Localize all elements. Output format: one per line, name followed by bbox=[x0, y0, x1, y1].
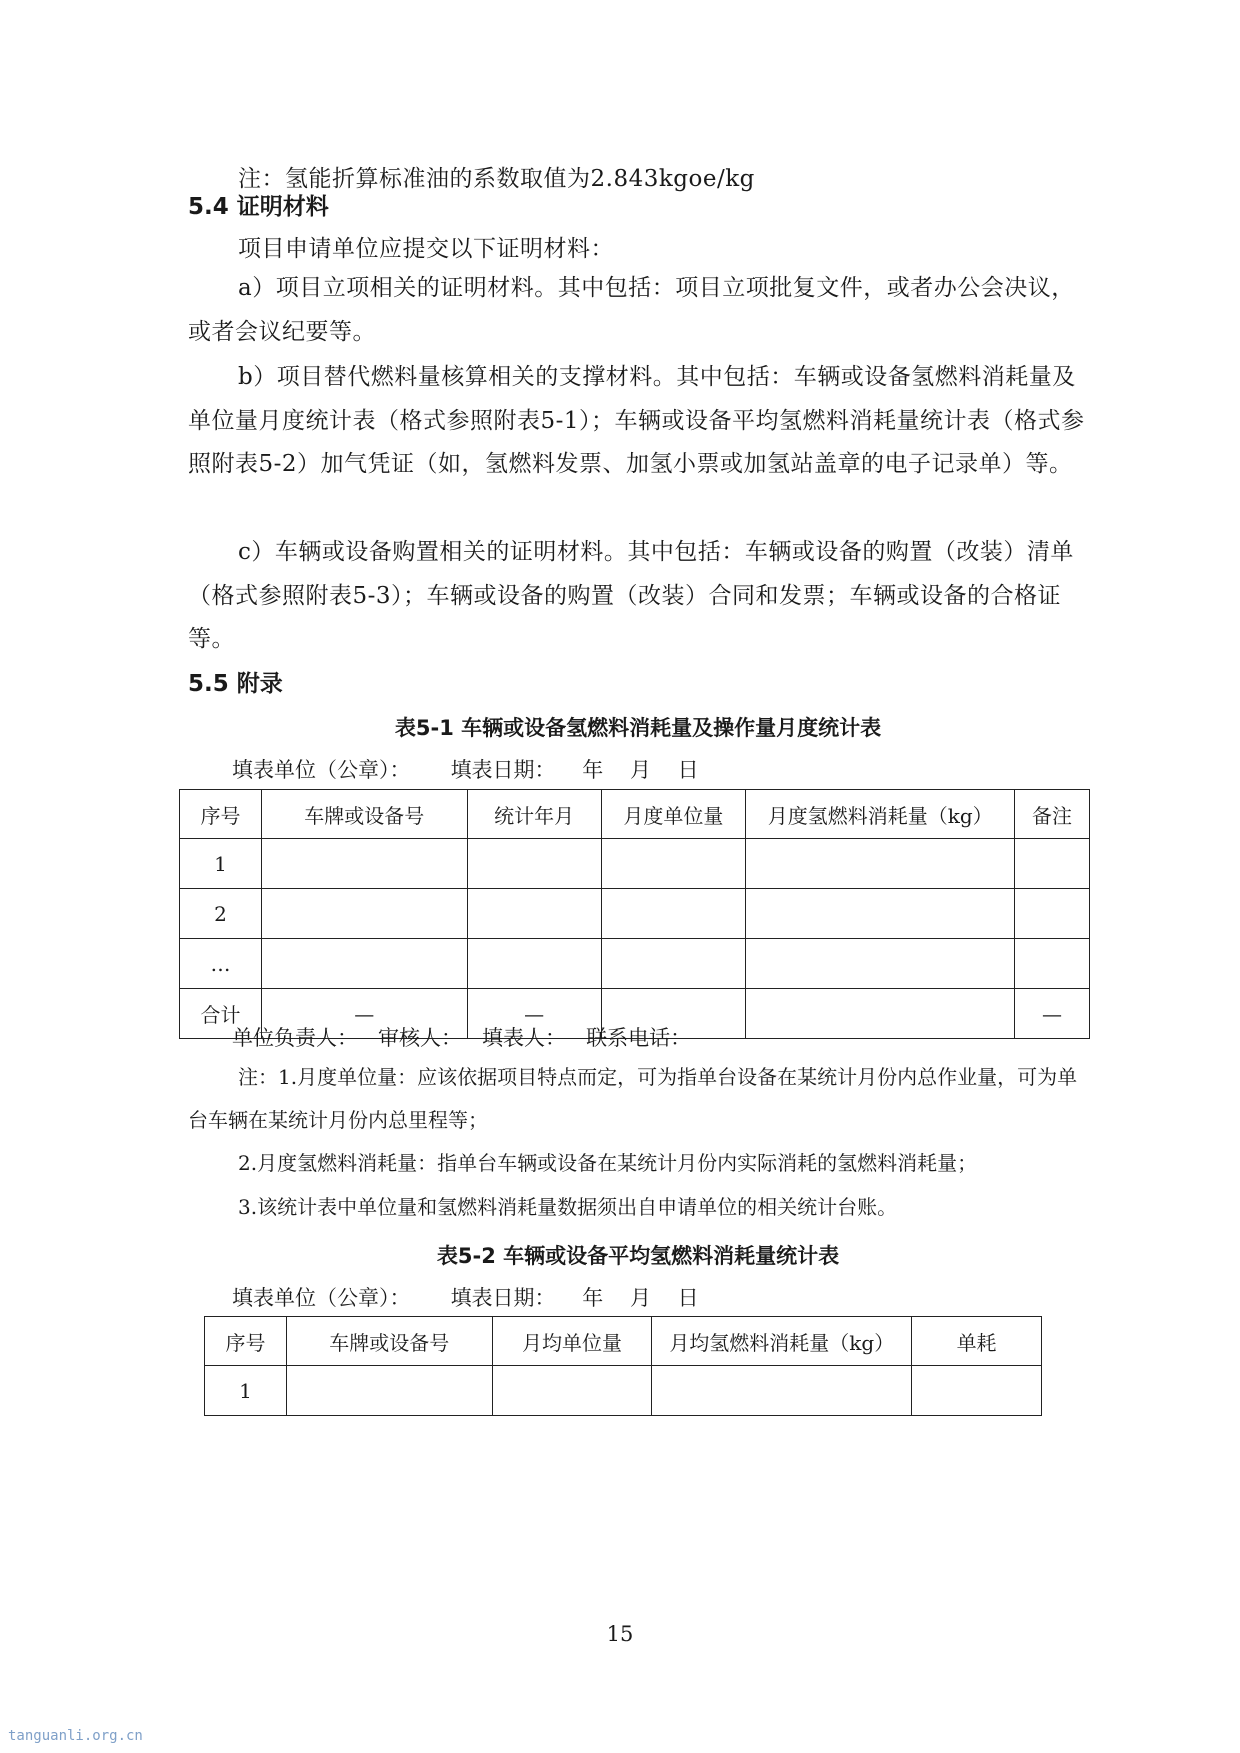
table-cell bbox=[261, 889, 467, 939]
table-cell bbox=[652, 1366, 912, 1416]
table1-header-cell: 月度氢燃料消耗量（kg） bbox=[746, 790, 1015, 839]
table2-header-cell: 序号 bbox=[205, 1317, 287, 1366]
table1-header-cell: 序号 bbox=[180, 790, 262, 839]
section-5-4-intro: 项目申请单位应提交以下证明材料： bbox=[238, 236, 614, 262]
table2-fill-date: 填表日期： bbox=[450, 1286, 556, 1310]
table1-note-2: 2.月度氢燃料消耗量：指单台车辆或设备在某统计月份内实际消耗的氢燃料消耗量； bbox=[238, 1151, 978, 1175]
table-cell bbox=[601, 839, 746, 889]
table-cell bbox=[746, 839, 1015, 889]
item-b-paragraph: b）项目替代燃料量核算相关的支撑材料。其中包括：车辆或设备氢燃料消耗量及单位量月度统计表（格式参照附表5-1）；车辆或设备平均氢燃料消耗量统计表（格式参照附表5-2）加气凭证（如，氢燃料发票、加氢小票或加氢站盖章的电子记录单）等。 bbox=[188, 364, 1085, 477]
table-row bbox=[180, 839, 1090, 889]
table1-header-cell: 车牌或设备号 bbox=[261, 790, 467, 839]
table-cell: 2 bbox=[180, 889, 262, 939]
table1-header-row bbox=[180, 790, 1090, 839]
table1-header-cell: 月度单位量 bbox=[601, 790, 746, 839]
section-5-4-heading: 5.4 证明材料 bbox=[188, 194, 329, 220]
table2-header-cell: 车牌或设备号 bbox=[286, 1317, 492, 1366]
table-cell: 合计 bbox=[180, 989, 262, 1039]
table2-caption: 表5-2 车辆或设备平均氢燃料消耗量统计表 bbox=[436, 1244, 840, 1268]
table-cell bbox=[912, 1366, 1042, 1416]
item-a-paragraph: a）项目立项相关的证明材料。其中包括：项目立项批复文件，或者办公会决议，或者会议纪要等。 bbox=[188, 275, 1075, 345]
table1-fill-info bbox=[232, 754, 699, 784]
table1-signatures: 单位负责人： 审核人： 填表人： 联系电话： bbox=[232, 1026, 692, 1050]
table-cell: — bbox=[1015, 989, 1090, 1039]
table-cell bbox=[261, 939, 467, 989]
table2-fill-unit: 填表单位（公章）： bbox=[232, 1286, 411, 1310]
table1-header-cell: 统计年月 bbox=[467, 790, 601, 839]
table1-fill-unit: 填表单位（公章）： bbox=[232, 758, 411, 782]
table2-month: 月 bbox=[629, 1286, 651, 1310]
table1-month: 月 bbox=[629, 758, 651, 782]
table1-header-cell: 备注 bbox=[1015, 790, 1090, 839]
table-cell bbox=[467, 839, 601, 889]
table-cell: — bbox=[467, 989, 601, 1039]
table-row bbox=[205, 1366, 1042, 1416]
table2-day: 日 bbox=[677, 1286, 699, 1310]
table-cell bbox=[467, 939, 601, 989]
table-cell: — bbox=[261, 989, 467, 1039]
section-5-5-heading: 5.5 附录 bbox=[188, 671, 283, 697]
table-row bbox=[180, 889, 1090, 939]
hydrogen-conversion-note: 注：氢能折算标准油的系数取值为2.843kgoe/kg bbox=[238, 166, 755, 192]
table-cell: 1 bbox=[180, 839, 262, 889]
table2-year: 年 bbox=[582, 1286, 604, 1310]
table-cell bbox=[746, 889, 1015, 939]
table-row bbox=[180, 939, 1090, 989]
table1-note-3: 3.该统计表中单位量和氢燃料消耗量数据须出自申请单位的相关统计台账。 bbox=[238, 1195, 898, 1219]
table-cell bbox=[286, 1366, 492, 1416]
table-cell bbox=[261, 839, 467, 889]
table2-header-cell: 单耗 bbox=[912, 1317, 1042, 1366]
table2 bbox=[204, 1316, 1042, 1416]
table2-fill-info bbox=[232, 1282, 699, 1312]
table-cell bbox=[746, 939, 1015, 989]
table2-header-cell: 月均单位量 bbox=[492, 1317, 652, 1366]
table-cell bbox=[601, 939, 746, 989]
page-number: 15 bbox=[606, 1622, 634, 1646]
table-cell bbox=[1015, 889, 1090, 939]
table-cell bbox=[746, 989, 1015, 1039]
table1-year: 年 bbox=[582, 758, 604, 782]
table-cell bbox=[1015, 839, 1090, 889]
table-cell: … bbox=[180, 939, 262, 989]
table2-header-cell: 月均氢燃料消耗量（kg） bbox=[652, 1317, 912, 1366]
table-cell bbox=[1015, 939, 1090, 989]
table-cell: 1 bbox=[205, 1366, 287, 1416]
table1-day: 日 bbox=[677, 758, 699, 782]
item-c-paragraph: c）车辆或设备购置相关的证明材料。其中包括：车辆或设备的购置（改装）清单（格式参照附表5-3）；车辆或设备的购置（改装）合同和发票；车辆或设备的合格证等。 bbox=[188, 539, 1074, 652]
table-cell bbox=[467, 889, 601, 939]
table-cell bbox=[492, 1366, 652, 1416]
table1-note-1: 注：1.月度单位量：应该依据项目特点而定，可为指单台设备在某统计月份内总作业量，可为单台车辆在某统计月份内总里程等； bbox=[188, 1065, 1078, 1132]
table1-caption: 表5-1 车辆或设备氢燃料消耗量及操作量月度统计表 bbox=[394, 716, 882, 740]
table1 bbox=[179, 789, 1090, 1039]
table2-header-row bbox=[205, 1317, 1042, 1366]
table1-fill-date: 填表日期： bbox=[450, 758, 556, 782]
watermark: tanguanli.org.cn bbox=[8, 1728, 143, 1744]
table-cell bbox=[601, 889, 746, 939]
